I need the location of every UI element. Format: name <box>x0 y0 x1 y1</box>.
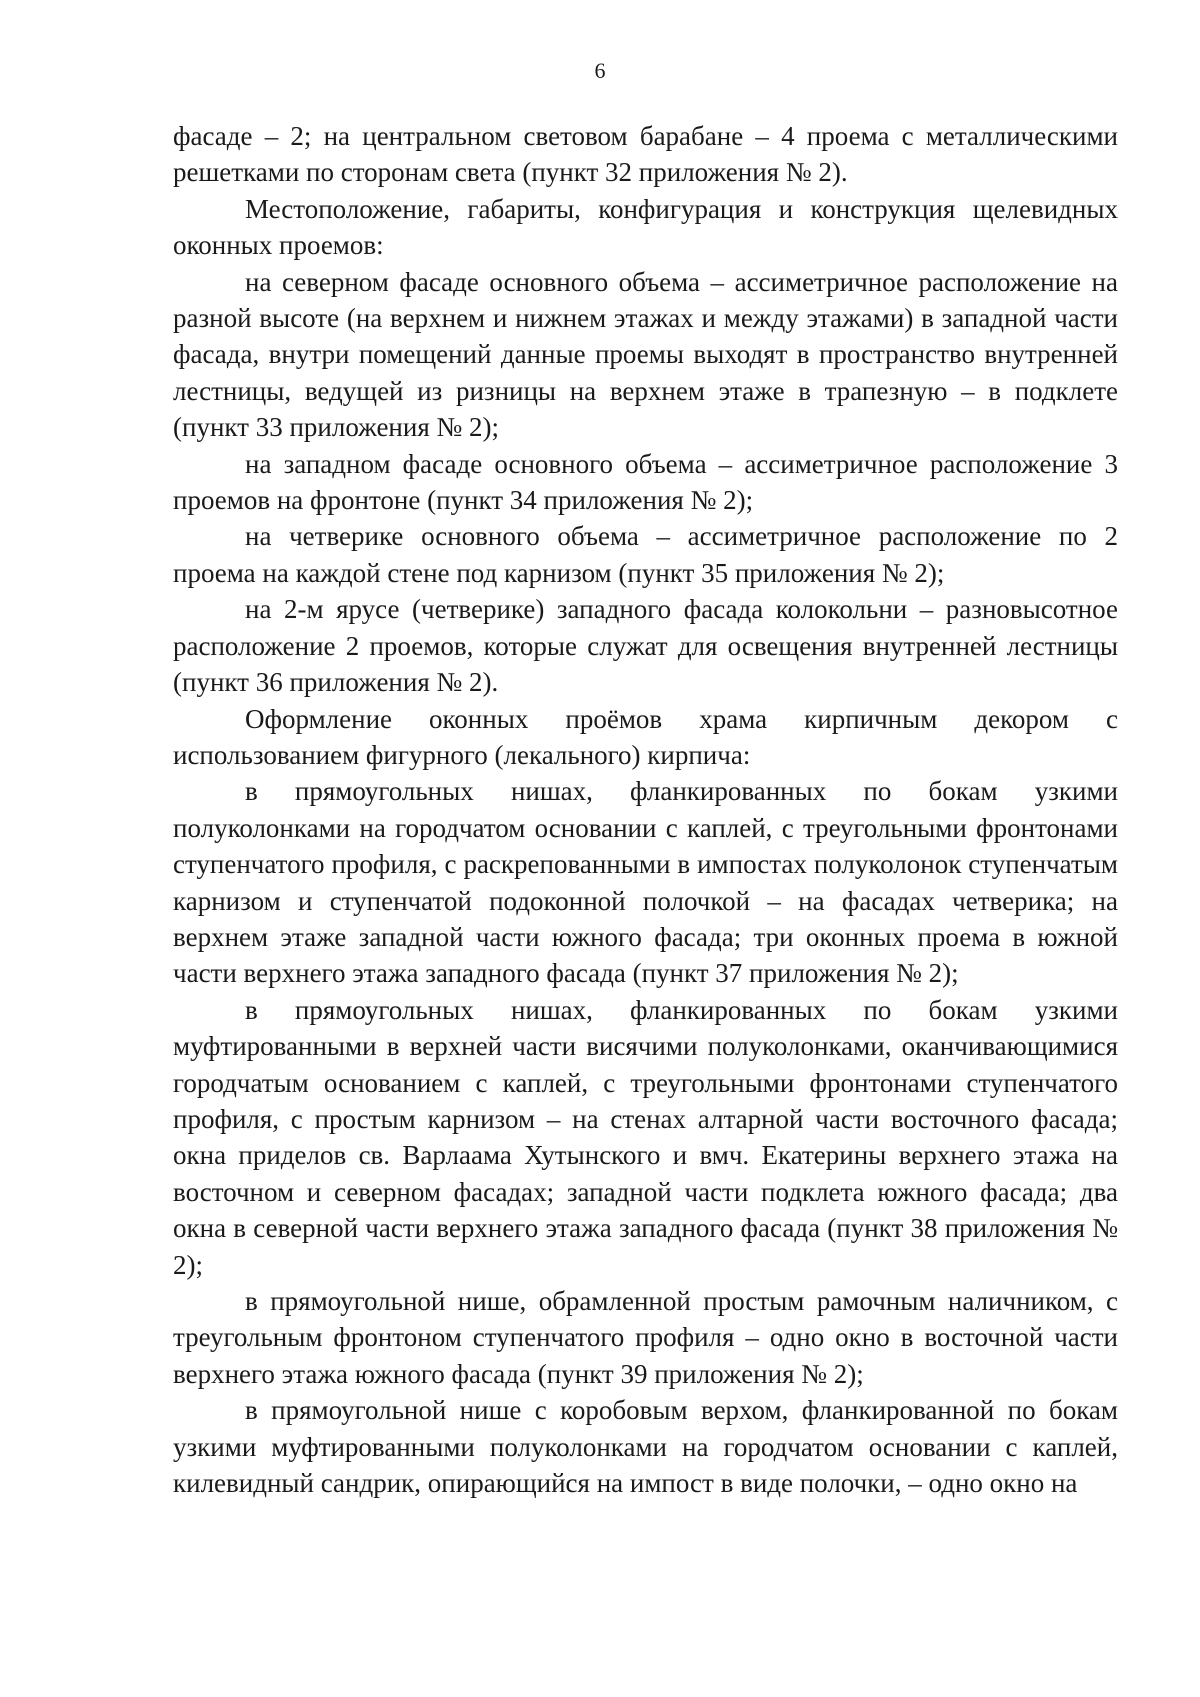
paragraph-item-37: в прямоугольных нишах, фланкированных по бокам узкими полуколонками на городчатом основании с каплей, с треугольными фронтонами ступенчатого профиля, с раскрепованными в импостах полуколонок ступенчатым карнизом и ступенчатой подоконной полочкой – на фасадах четверика; на верхнем этаже западной части южного фасада; три оконных проема в южной части верхнего этажа западного фасада (пункт 37 приложения № 2); <box>173 776 1118 989</box>
paragraph-north-facade: на северном фасаде основного объема – ассиметричное расположение на разной высоте (на верхнем и нижнем этажах и между этажами) в западной части фасада, внутри помещений данные проемы выходят в пространство внутренней лестницы, ведущей из ризницы на верхнем этаже в трапезную – в подклете (пункт 33 приложения № 2); <box>173 266 1118 443</box>
paragraph-chetverik: на четверике основного объема – ассиметричное расположение по 2 проема на каждой стене под карнизом (пункт 35 приложения № 2); <box>173 521 1118 588</box>
paragraph-item-38: в прямоугольных нишах, фланкированных по бокам узкими муфтированными в верхней части висячими полуколонками, оканчивающимися городчатым основанием с каплей, с треугольными фронтонами ступенчатого профиля, с простым карнизом – на стенах алтарной части восточного фасада; окна приделов св. Варлаама Хутынского и вмч. Екатерины верхнего этажа на восточном и северном фасадах; западной части подклета южного фасада; два окна в северной части верхнего этажа западного фасада (пункт 38 приложения № 2); <box>173 994 1118 1280</box>
page-number: 6 <box>594 58 606 83</box>
paragraph-west-facade: на западном фасаде основного объема – ассиметричное расположение 3 проемов на фронтоне (пункт 34 приложения № 2); <box>173 448 1118 516</box>
paragraph-item-40-start: в прямоугольной нише с коробовым верхом, фланкированной по бокам узкими муфтированными полуколонками на городчатом основании с каплей, килевидный сандрик, опирающийся на импост в виде полочки, – одно окно на <box>173 1395 1118 1499</box>
paragraph-slit-windows-heading: Местоположение, габариты, конфигурация и конструкция щелевидных оконных проемов: <box>173 193 1118 261</box>
document-body <box>173 118 1118 1501</box>
paragraph-window-decor-heading: Оформление оконных проёмов храма кирпичным декором с использованием фигурного (лекального) кирпича: <box>173 703 1118 770</box>
paragraph-continuation: фасаде – 2; на центральном световом барабане – 4 проема с металлическими решетками по сторонам света (пункт 32 приложения № 2). <box>173 121 1118 188</box>
paragraph-item-39: в прямоугольной нише, обрамленной простым рамочным наличником, с треугольным фронтоном ступенчатого профиля – одно окно в восточной части верхнего этажа южного фасада (пункт 39 приложения № 2); <box>173 1286 1118 1389</box>
paragraph-bell-tower: на 2-м ярусе (четверике) западного фасада колокольни – разновысотное расположение 2 проемов, которые служат для освещения внутренней лестницы (пункт 36 приложения № 2). <box>173 594 1118 698</box>
